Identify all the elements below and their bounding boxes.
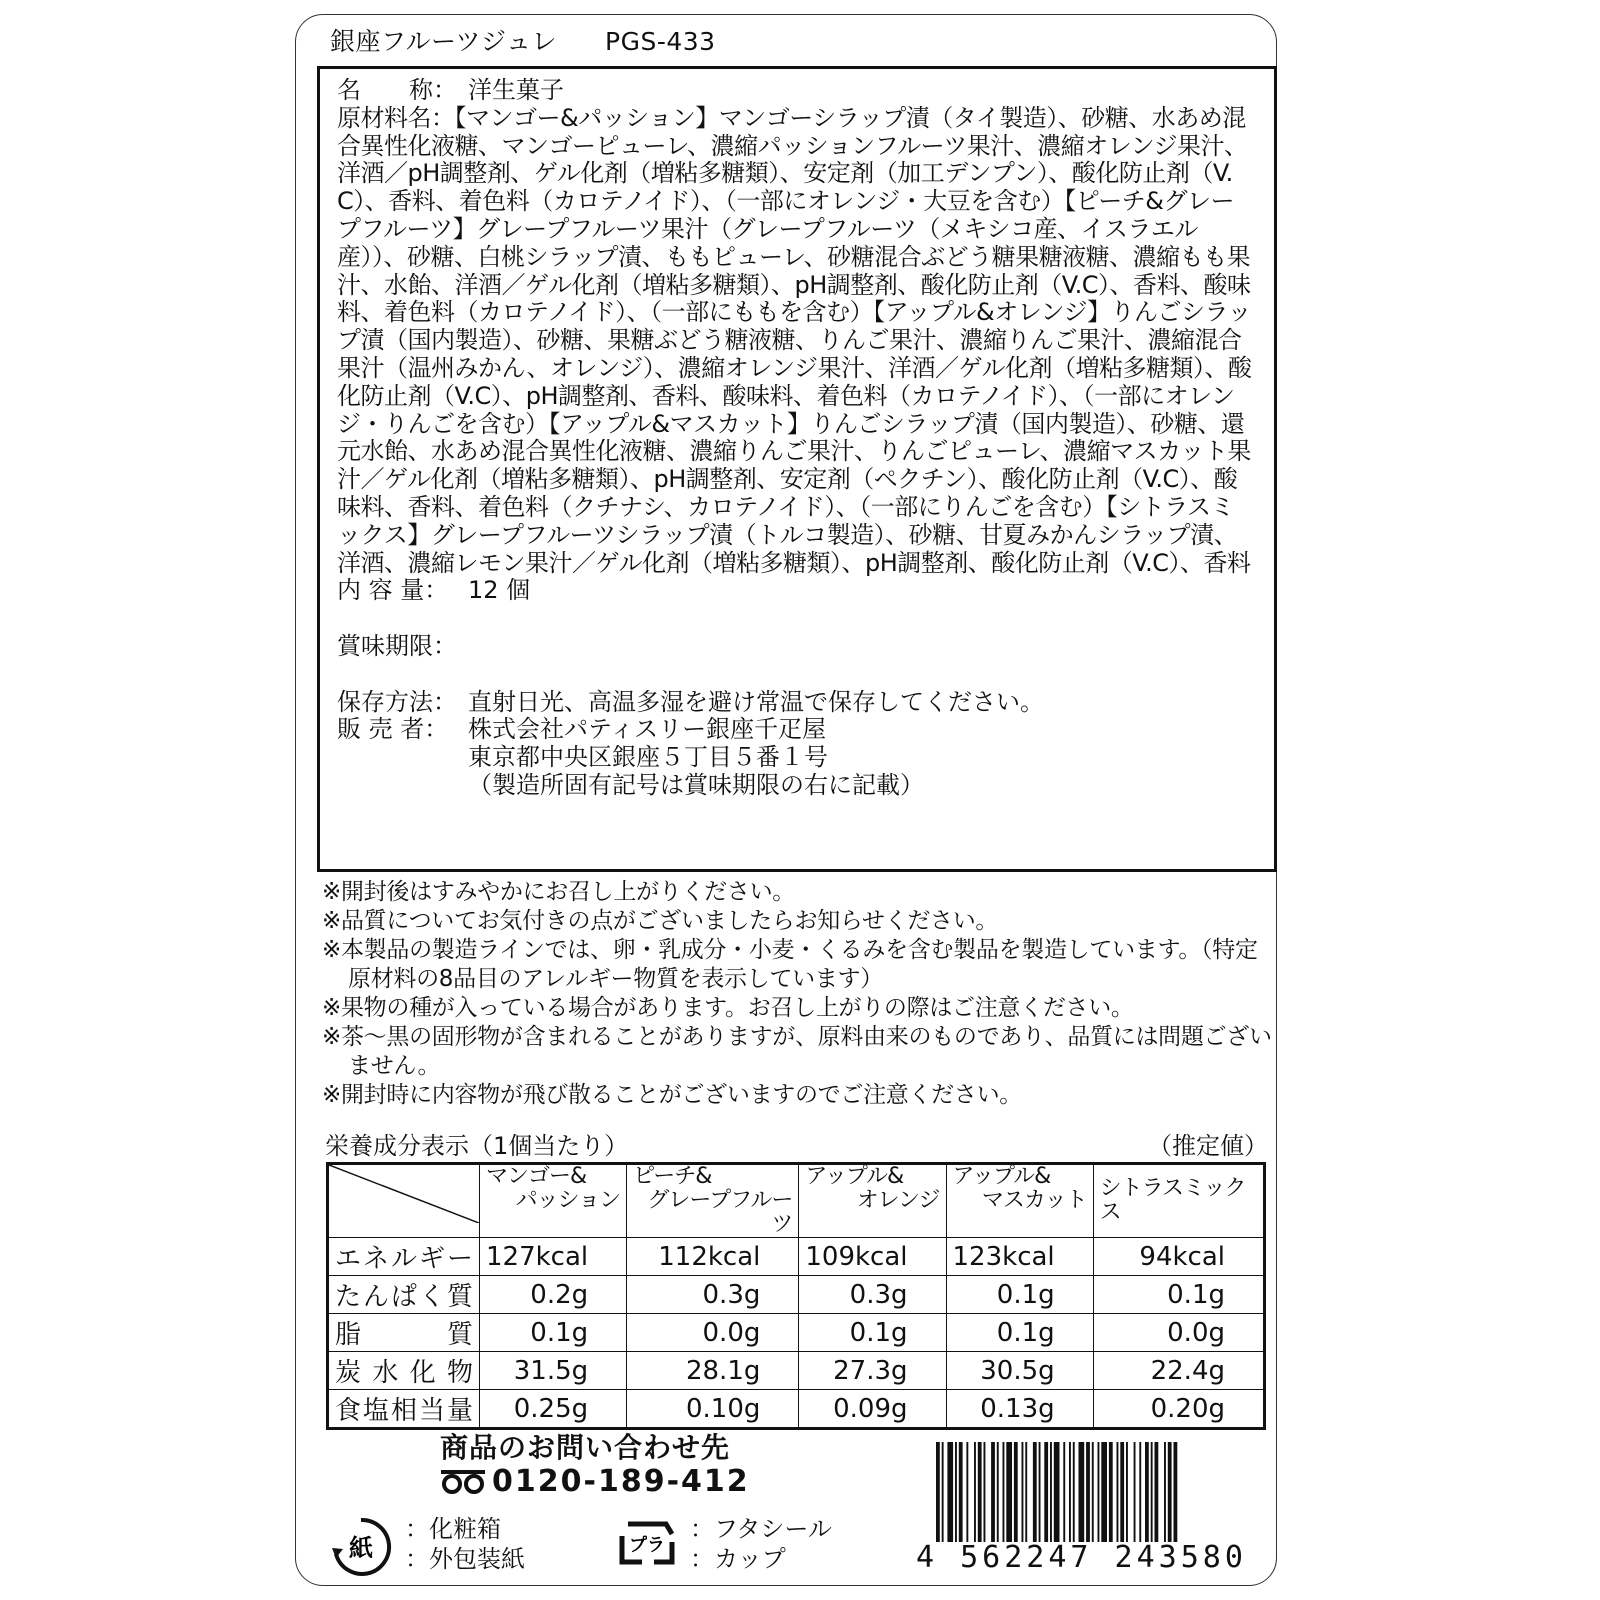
barcode-bar xyxy=(1151,1442,1153,1542)
plastic-item: ：カップ xyxy=(690,1545,786,1573)
table-cell: 0.25g xyxy=(480,1390,627,1429)
expiry-value xyxy=(468,633,1253,661)
barcode-bar xyxy=(959,1442,963,1542)
row-label: 食塩相当量 xyxy=(328,1390,480,1429)
barcode-bar xyxy=(1086,1442,1090,1542)
freedial-icon xyxy=(440,1469,486,1495)
barcode-bar xyxy=(1069,1442,1071,1542)
table-cell: 30.5g xyxy=(946,1352,1093,1390)
name-key: 名 称： xyxy=(337,76,457,104)
table-row xyxy=(328,1314,1265,1352)
barcode-bar xyxy=(1014,1442,1018,1542)
row-label: エネルギー xyxy=(328,1238,480,1276)
table-row xyxy=(328,1238,1265,1276)
table-cell: 0.3g xyxy=(799,1276,946,1314)
table-cell: 94kcal xyxy=(1093,1238,1264,1276)
nutrition-estimate: （推定値） xyxy=(1148,1132,1268,1160)
barcode-bar xyxy=(1120,1442,1124,1542)
barcode-bar xyxy=(942,1442,944,1542)
note-item: ※開封後はすみやかにお召し上がりください。 xyxy=(322,879,795,905)
seller-value: 株式会社パティスリー銀座千疋屋 東京都中央区銀座５丁目５番１号 （製造所固有記号は賞味期限の右に記載） xyxy=(468,715,924,799)
table-cell: 123kcal xyxy=(946,1238,1093,1276)
barcode-bar xyxy=(947,1442,953,1542)
barcode-bar xyxy=(1134,1442,1136,1542)
table-row xyxy=(328,1352,1265,1390)
note-item: ※果物の種が入っている場合があります。お召し上がりの際はご注意ください。 xyxy=(322,995,1134,1021)
barcode-bar xyxy=(1164,1442,1166,1542)
column-header: マンゴー& パッション xyxy=(480,1164,627,1238)
column-header: アップル& オレンジ xyxy=(799,1164,946,1238)
ingredients: 原材料名：【マンゴー&パッション】マンゴーシラップ漬（タイ製造）、砂糖、水あめ混合異性化液糖、マンゴーピューレ、濃縮パッションフルーツ果汁、濃縮オレンジ果汁、洋酒／pH調整剤、ゲル化剤（増粘多糖類）、安定剤（加工デンプン）、酸化防止剤（V.C）、香料、着色料（カロテノイド）、（一部にオレンジ・大豆を含む）【ピーチ&グレープフルーツ】グレープフルーツ果汁（グレープフルーツ（メキシコ産、イスラエル産））、砂糖、白桃シラップ漬、ももピューレ、砂糖混合ぶどう糖果糖液糖、濃縮もも果汁、水飴、洋酒／ゲル化剤（増粘多糖類）、pH調整剤、酸化防止剤（V.C）、香料、酸味料、着色料（カロテノイド）、（一部にももを含む）【アップル&オレンジ】りんごシラップ漬（国内製造）、砂糖、果糖ぶどう糖液糖、りんご果汁、濃縮りんご果汁、濃縮混合果汁（温州みかん、オレンジ）、濃縮オレンジ果汁、洋酒／ゲル化剤（増粘多糖類）、酸化防止剤（V.C）、pH調整剤、香料、酸味料、着色料（カロテノイド）、（一部にオレンジ・りんごを含む）【アップル&マスカット】りんごシラップ漬（国内製造）、砂糖、還元水飴、水あめ混合異性化液糖、濃縮りんご果汁、りんごピューレ、濃縮マスカット果汁／ゲル化剤（増粘多糖類）、pH調整剤、安定剤（ペクチン）、酸化防止剤（V.C）、酸味料、香料、着色料（クチナシ、カロテノイド）、（一部にりんごを含む）【シトラスミックス】グレープフルーツシラップ漬（トルコ製造）、砂糖、甘夏みかんシラップ漬、洋酒、濃縮レモン果汁／ゲル化剤（増粘多糖類）、pH調整剤、酸化防止剤（V.C）、香料 xyxy=(337,103,1252,577)
diagonal-line xyxy=(329,1165,479,1223)
phone-number: 0120-189-412 xyxy=(492,1464,750,1499)
paper-item: ：外包装紙 xyxy=(405,1545,525,1573)
barcode-bar xyxy=(1079,1442,1085,1542)
barcode-bar xyxy=(1145,1442,1149,1542)
corner-cell xyxy=(328,1164,480,1238)
table-cell: 127kcal xyxy=(480,1238,627,1276)
barcode-bar xyxy=(1073,1442,1075,1542)
barcode-bar xyxy=(1025,1442,1027,1542)
barcode-number: 4 562247 243580 xyxy=(916,1540,1247,1575)
content-key: 内 容 量： xyxy=(337,576,449,605)
table-cell: 0.2g xyxy=(480,1276,627,1314)
barcode-image xyxy=(936,1442,1256,1542)
table-cell: 0.0g xyxy=(627,1314,799,1352)
note-item: ※開封時に内容物が飛び散ることがございますのでご注意ください。 xyxy=(322,1082,1022,1108)
table-cell: 0.1g xyxy=(1093,1276,1264,1314)
barcode-bar xyxy=(1117,1442,1119,1542)
barcode-bar xyxy=(1139,1442,1141,1542)
barcode-bar xyxy=(1126,1442,1128,1542)
table-header-row xyxy=(328,1164,1265,1238)
inquiry-title: 商品のお問い合わせ先 xyxy=(440,1431,731,1464)
svg-text:紙: 紙 xyxy=(349,1534,373,1562)
storage-value: 直射日光、高温多湿を避け常温で保存してください。 xyxy=(468,687,1044,716)
barcode-bar xyxy=(1044,1442,1048,1542)
table-cell: 27.3g xyxy=(799,1352,946,1390)
row-label: たんぱく質 xyxy=(328,1276,480,1314)
barcode-bar xyxy=(1033,1442,1037,1542)
svg-text:プラ: プラ xyxy=(629,1535,665,1556)
barcode-bar xyxy=(1092,1442,1094,1542)
table-cell: 0.20g xyxy=(1093,1390,1264,1429)
name-value: 洋生菓子 xyxy=(468,76,564,104)
paper-item: ：化粧箱 xyxy=(405,1515,501,1543)
row-label: 炭 水 化 物 xyxy=(328,1352,480,1390)
table-cell: 112kcal xyxy=(627,1238,799,1276)
table-cell: 22.4g xyxy=(1093,1352,1264,1390)
notes-list xyxy=(322,878,1272,1110)
barcode-bar xyxy=(936,1442,940,1542)
note-item: ※品質についてお気付きの点がございましたらお知らせください。 xyxy=(322,908,999,934)
table-cell: 0.3g xyxy=(627,1276,799,1314)
barcode-bar xyxy=(1006,1442,1012,1542)
row-label: 脂 質 xyxy=(328,1314,480,1352)
note-item: ※茶～黒の固形物が含まれることがありますが、原料由来のものであり、品質には問題ございません。 xyxy=(322,1024,1272,1079)
barcode-bar xyxy=(1101,1442,1107,1542)
table-cell: 0.1g xyxy=(480,1314,627,1352)
table-row xyxy=(328,1276,1265,1314)
barcode-bar xyxy=(1155,1442,1159,1542)
nutrition-title: 栄養成分表示（1個当たり） xyxy=(325,1132,629,1160)
table-cell: 0.10g xyxy=(627,1390,799,1429)
barcode-bar xyxy=(1003,1442,1005,1542)
seller-key: 販 売 者： xyxy=(337,715,449,744)
table-cell: 0.1g xyxy=(799,1314,946,1352)
barcode-bar xyxy=(966,1442,968,1542)
column-header: シトラスミックス xyxy=(1093,1164,1264,1238)
nutrition-table xyxy=(326,1162,1266,1430)
barcode-bar xyxy=(991,1442,995,1542)
barcode-bar xyxy=(1050,1442,1052,1542)
column-header: アップル& マスカット xyxy=(946,1164,1093,1238)
barcode-bar xyxy=(1168,1442,1172,1542)
barcode-bar xyxy=(1039,1442,1041,1542)
plastic-item: ：フタシール xyxy=(690,1515,832,1543)
table-cell: 0.09g xyxy=(799,1390,946,1429)
barcode-bar xyxy=(955,1442,957,1542)
barcode-bar xyxy=(1098,1442,1100,1542)
product-name: 銀座フルーツジュレ xyxy=(330,27,558,56)
barcode-bar xyxy=(978,1442,982,1542)
product-header xyxy=(330,22,716,58)
column-header: ピーチ& グレープフルーツ xyxy=(627,1164,799,1238)
paper-recycle-icon xyxy=(328,1514,394,1580)
barcode-bar xyxy=(1109,1442,1113,1542)
plastic-recycle-icon xyxy=(612,1508,682,1578)
table-row xyxy=(328,1390,1265,1429)
product-code: PGS-433 xyxy=(605,27,716,56)
expiry-key: 賞味期限： xyxy=(337,631,457,660)
plastic-items xyxy=(690,1514,832,1574)
table-cell: 0.1g xyxy=(946,1314,1093,1352)
note-item: ※本製品の製造ラインでは、卵・乳成分・小麦・くるみを含む製品を製造しています。（特定原材料の8品目のアレルギー物質を表示しています） xyxy=(322,937,1258,992)
barcode-bar xyxy=(974,1442,976,1542)
barcode-bar xyxy=(997,1442,999,1542)
inquiry-phone xyxy=(440,1464,750,1499)
barcode-bar xyxy=(1022,1442,1024,1542)
barcode-bar xyxy=(1054,1442,1060,1542)
barcode-bar xyxy=(1063,1442,1065,1542)
storage-key: 保存方法： xyxy=(337,687,457,716)
table-cell: 109kcal xyxy=(799,1238,946,1276)
barcode-bar xyxy=(1174,1442,1178,1542)
table-cell: 0.1g xyxy=(946,1276,1093,1314)
table-cell: 0.0g xyxy=(1093,1314,1264,1352)
content-value: 12 個 xyxy=(468,576,531,605)
table-cell: 31.5g xyxy=(480,1352,627,1390)
table-cell: 0.13g xyxy=(946,1390,1093,1429)
paper-items xyxy=(405,1514,525,1574)
barcode-bar xyxy=(984,1442,986,1542)
table-cell: 28.1g xyxy=(627,1352,799,1390)
food-label-box xyxy=(317,66,1277,872)
